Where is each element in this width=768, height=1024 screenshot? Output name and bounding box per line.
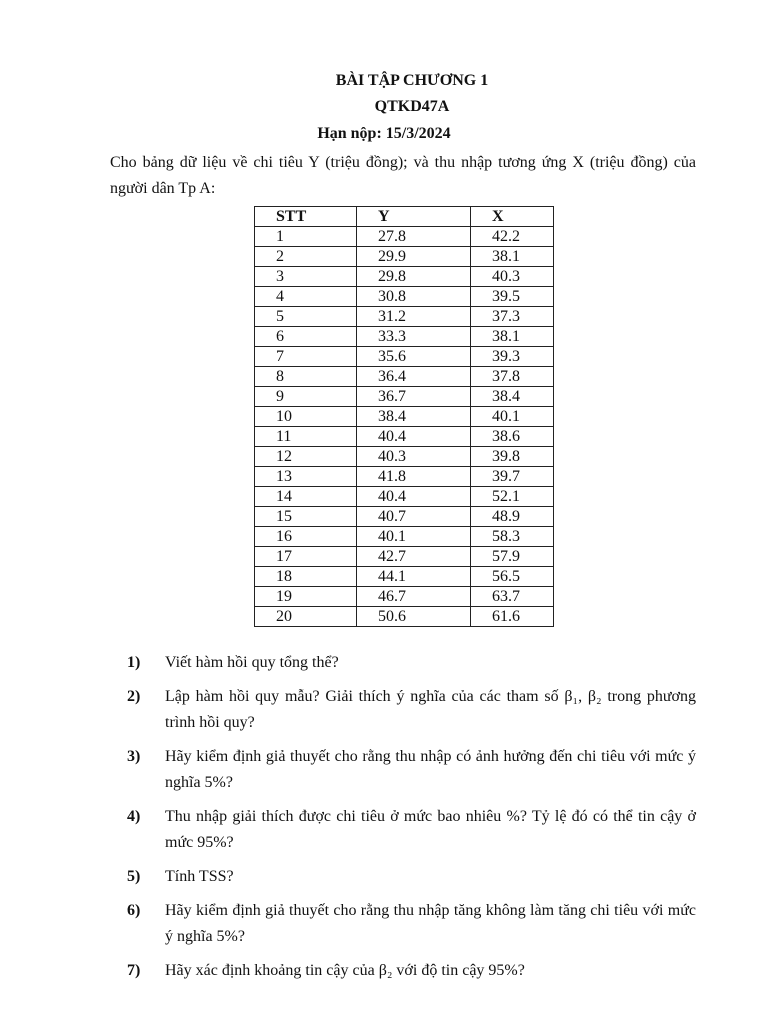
table-row [255, 527, 554, 547]
cell-stt: 17 [255, 547, 357, 567]
cell-x: 37.3 [471, 307, 554, 327]
cell-stt: 16 [255, 527, 357, 547]
cell-x: 38.1 [471, 327, 554, 347]
cell-y: 33.3 [357, 327, 471, 347]
table-row [255, 247, 554, 267]
table-row [255, 547, 554, 567]
table-row [255, 607, 554, 627]
question-number: 3) [127, 748, 141, 765]
cell-x: 40.1 [471, 407, 554, 427]
question-number: 2) [127, 688, 141, 705]
deadline: Hạn nộp: 15/3/2024 [317, 125, 451, 142]
table-row [255, 307, 554, 327]
cell-x: 39.8 [471, 447, 554, 467]
table-row [255, 507, 554, 527]
cell-y: 40.1 [357, 527, 471, 547]
cell-y: 30.8 [357, 287, 471, 307]
cell-stt: 10 [255, 407, 357, 427]
question-text: Lập hàm hồi quy mẫu? Giải thích ý nghĩa của các tham số β₁, β₂ trong phương trình hồi quy? [165, 688, 696, 731]
question-text: Tính TSS? [165, 868, 234, 885]
table-row [255, 587, 554, 607]
cell-y: 35.6 [357, 347, 471, 367]
cell-y: 29.9 [357, 247, 471, 267]
cell-x: 37.8 [471, 367, 554, 387]
table-row [255, 487, 554, 507]
question-number: 5) [127, 868, 141, 885]
cell-y: 40.4 [357, 487, 471, 507]
cell-y: 40.4 [357, 427, 471, 447]
cell-x: 56.5 [471, 567, 554, 587]
cell-x: 42.2 [471, 227, 554, 247]
question-item [0, 898, 768, 950]
cell-x: 38.4 [471, 387, 554, 407]
question-item [0, 864, 768, 890]
cell-y: 40.7 [357, 507, 471, 527]
question-text: Hãy kiểm định giả thuyết cho rằng thu nhập có ảnh hưởng đến chi tiêu với mức ý nghĩa 5%? [165, 748, 696, 791]
table-row [255, 387, 554, 407]
cell-stt: 4 [255, 287, 357, 307]
cell-stt: 2 [255, 247, 357, 267]
question-number: 1) [127, 654, 141, 671]
column-header-stt: STT [255, 207, 357, 227]
cell-y: 42.7 [357, 547, 471, 567]
cell-stt: 3 [255, 267, 357, 287]
cell-x: 63.7 [471, 587, 554, 607]
table-row [255, 567, 554, 587]
cell-x: 52.1 [471, 487, 554, 507]
cell-y: 29.8 [357, 267, 471, 287]
cell-x: 48.9 [471, 507, 554, 527]
table-row [255, 287, 554, 307]
cell-x: 57.9 [471, 547, 554, 567]
question-text: Hãy xác định khoảng tin cậy của β₂ với độ tin cậy 95%? [165, 962, 525, 979]
cell-x: 38.6 [471, 427, 554, 447]
cell-stt: 20 [255, 607, 357, 627]
cell-y: 31.2 [357, 307, 471, 327]
cell-y: 36.4 [357, 367, 471, 387]
table-row [255, 347, 554, 367]
table-header-row [255, 207, 554, 227]
cell-x: 38.1 [471, 247, 554, 267]
cell-y: 44.1 [357, 567, 471, 587]
cell-y: 27.8 [357, 227, 471, 247]
table-row [255, 327, 554, 347]
cell-stt: 8 [255, 367, 357, 387]
table-body [255, 227, 554, 627]
cell-x: 39.7 [471, 467, 554, 487]
table-row [255, 267, 554, 287]
question-number: 4) [127, 808, 141, 825]
table-row [255, 427, 554, 447]
cell-stt: 6 [255, 327, 357, 347]
table-row [255, 407, 554, 427]
cell-x: 40.3 [471, 267, 554, 287]
cell-stt: 5 [255, 307, 357, 327]
cell-x: 39.5 [471, 287, 554, 307]
question-text: Thu nhập giải thích được chi tiêu ở mức bao nhiêu %? Tỷ lệ đó có thể tin cậy ở mức 95%? [165, 808, 696, 851]
class-code: QTKD47A [374, 98, 450, 115]
column-header-y: Y [357, 207, 471, 227]
question-item [0, 684, 768, 736]
question-text: Hãy kiểm định giả thuyết cho rằng thu nhập tăng không làm tăng chi tiêu với mức ý nghĩa 5%? [165, 902, 696, 945]
cell-y: 36.7 [357, 387, 471, 407]
cell-stt: 18 [255, 567, 357, 587]
cell-stt: 14 [255, 487, 357, 507]
cell-stt: 7 [255, 347, 357, 367]
cell-y: 38.4 [357, 407, 471, 427]
cell-stt: 1 [255, 227, 357, 247]
table-row [255, 467, 554, 487]
cell-x: 39.3 [471, 347, 554, 367]
column-header-x: X [471, 207, 554, 227]
document-title: BÀI TẬP CHƯƠNG 1 [335, 72, 489, 89]
cell-x: 58.3 [471, 527, 554, 547]
table-row [255, 227, 554, 247]
data-table [254, 206, 554, 627]
cell-x: 61.6 [471, 607, 554, 627]
question-number: 7) [127, 962, 141, 979]
cell-y: 40.3 [357, 447, 471, 467]
cell-y: 46.7 [357, 587, 471, 607]
cell-y: 50.6 [357, 607, 471, 627]
question-text: Viết hàm hồi quy tổng thể? [165, 654, 339, 671]
question-item [0, 744, 768, 796]
intro-paragraph: Cho bảng dữ liệu về chi tiêu Y (triệu đồng); và thu nhập tương ứng X (triệu đồng) của người dân Tp A: [110, 154, 696, 197]
table-row [255, 367, 554, 387]
question-list [0, 650, 768, 992]
table-row [255, 447, 554, 467]
cell-stt: 13 [255, 467, 357, 487]
question-item [0, 650, 768, 676]
question-item [0, 804, 768, 856]
cell-stt: 19 [255, 587, 357, 607]
question-item [0, 958, 768, 984]
question-number: 6) [127, 902, 141, 919]
cell-stt: 11 [255, 427, 357, 447]
cell-stt: 9 [255, 387, 357, 407]
cell-stt: 12 [255, 447, 357, 467]
cell-stt: 15 [255, 507, 357, 527]
cell-y: 41.8 [357, 467, 471, 487]
